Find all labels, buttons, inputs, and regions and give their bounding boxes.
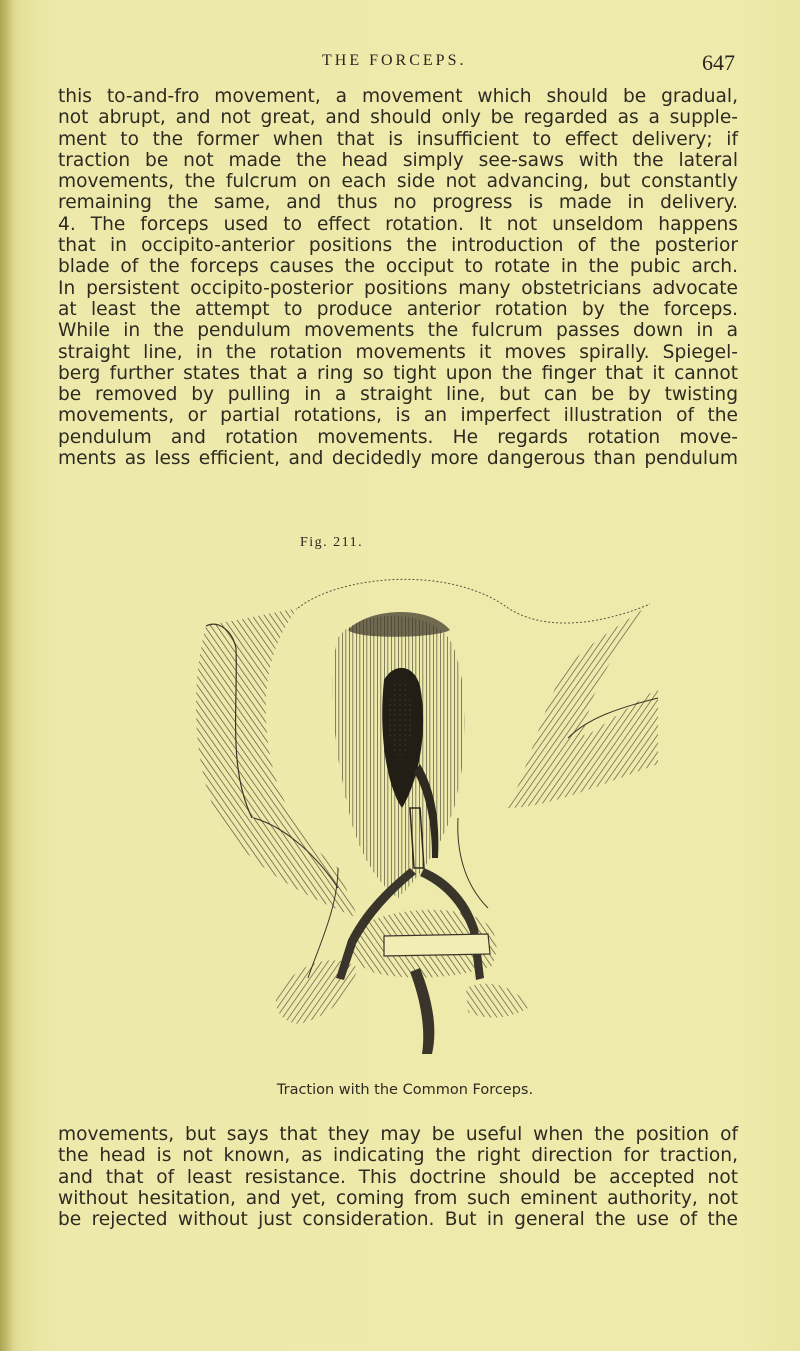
text-line: not abrupt, and not great, and should only be regarded as a supple- [58, 107, 738, 129]
running-title: THE FORCEPS. [322, 52, 467, 69]
text-line: movements, the fulcrum on each side not advancing, but constantly [58, 171, 738, 193]
body-text-top [58, 86, 738, 469]
figure-caption: Traction with the Common Forceps. [276, 1082, 534, 1098]
text-line: the head is not known, as indicating the right direction for traction, [58, 1145, 738, 1167]
figure-label: Fig. 211. [300, 535, 364, 550]
text-line: remaining the same, and thus no progress is made in delivery. [58, 192, 738, 214]
body-text-bottom [58, 1124, 738, 1230]
text-line: movements, but says that they may be useful when the position of [58, 1124, 738, 1145]
page-gutter-shadow [0, 0, 14, 1351]
text-line: without hesitation, and yet, coming from such eminent authority, not [58, 1187, 738, 1209]
text-line: be rejected without just consideration. But in general the use of the [58, 1209, 738, 1231]
text-line: traction be not made the head simply see-saws with the lateral [58, 149, 738, 171]
text-line: movements, or partial rotations, is an imperfect illustration of the [58, 405, 738, 427]
text-line: straight line, in the rotation movements it moves spirally. Spiegel- [58, 341, 738, 363]
text-line: be removed by pulling in a straight line, but can be by twisting [58, 384, 738, 406]
text-line: berg further states that a ring so tight upon the finger that it cannot [58, 362, 738, 384]
text-line: ments as less efficient, and decidedly more dangerous than pendulum [58, 448, 738, 470]
text-line: blade of the forceps causes the occiput to rotate in the pubic arch. [58, 256, 738, 278]
text-line: pendulum and rotation movements. He regards rotation move- [58, 426, 738, 448]
text-line: 4. The forceps used to effect rotation. It not unseldom happens [58, 213, 738, 235]
forceps-illustration [188, 568, 660, 1072]
text-line: ment to the former when that is insufficient to effect delivery; if [58, 128, 738, 150]
text-line: While in the pendulum movements the fulcrum passes down in a [58, 320, 738, 342]
text-line: In persistent occipito-posterior positions many obstetricians advocate [58, 277, 738, 299]
text-line: this to-and-fro movement, a movement which should be gradual, [58, 86, 738, 107]
page-number: 647 [702, 50, 735, 75]
text-line: at least the attempt to produce anterior rotation by the forceps. [58, 298, 738, 320]
text-line: that in occipito-anterior positions the introduction of the posterior [58, 235, 738, 257]
running-head [0, 48, 800, 78]
text-line: and that of least resistance. This doctrine should be accepted not [58, 1166, 738, 1188]
